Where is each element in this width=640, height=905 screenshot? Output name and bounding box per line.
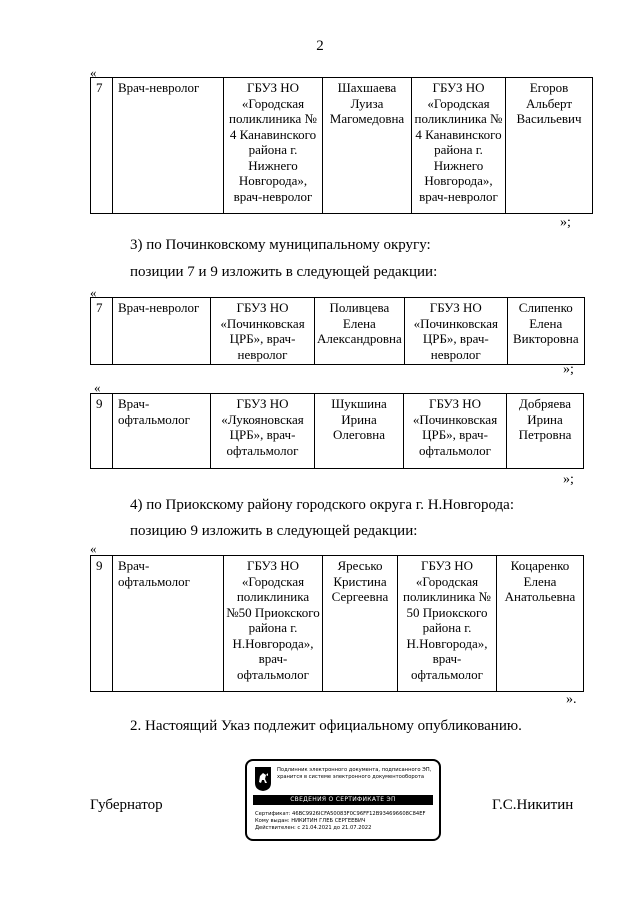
cell-mentor-name: Добряева Ирина Петровна [507, 394, 584, 469]
table-3 [90, 393, 584, 469]
cell-org: ГБУЗ НО «Лукояновская ЦРБ», врач-офтальмолог [211, 394, 315, 469]
coat-of-arms-icon [254, 766, 272, 792]
table-row [91, 298, 585, 365]
cell-name: Яресько Кристина Сергеевна [323, 556, 398, 692]
cell-mentor-org: ГБУЗ НО «Починковская ЦРБ», врач-невролог [404, 298, 507, 365]
table-row [91, 394, 584, 469]
cell-number: 9 [91, 556, 113, 692]
cell-name: Шукшина Ирина Олеговна [315, 394, 404, 469]
cell-position: Врач-невролог [113, 78, 224, 214]
stamp-line-2: хранится в системе электронного документооборота [277, 774, 425, 780]
stamp-header: СВЕДЕНИЯ О СЕРТИФИКАТЕ ЭП [253, 795, 433, 805]
stamp-validity: Действителен: с 21.04.2021 до 21.07.2022 [255, 825, 372, 831]
cell-number: 7 [91, 298, 113, 365]
cell-org: ГБУЗ НО «Городская поликлиника №50 Приокского района г. Н.Новгорода», врач-офтальмолог [224, 556, 323, 692]
cell-name: Поливцева Елена Александровна [315, 298, 405, 365]
stamp-owner: Кому выдан: НИКИТИН ГЛЕБ СЕРГЕЕВИЧ [255, 818, 366, 824]
table-1 [90, 77, 593, 214]
cell-mentor-org: ГБУЗ НО «Городская поликлиника № 4 Канавинского района г. Нижнего Новгорода», врач-невролог [412, 78, 506, 214]
stamp-line-1: Подлинник электронного документа, подписанного ЭП, [277, 767, 432, 773]
cell-mentor-org: ГБУЗ НО «Городская поликлиника № 50 Приокского района г. Н.Новгорода», врач-офтальмолог [398, 556, 497, 692]
cell-position: Врач-офтальмолог [113, 394, 211, 469]
open-quote: « [94, 380, 101, 395]
cell-position: Врач-офтальмолог [113, 556, 224, 692]
table-4 [90, 555, 584, 692]
paragraph-3b: позиции 7 и 9 изложить в следующей редакции: [130, 264, 438, 280]
cell-mentor-org: ГБУЗ НО «Починковская ЦРБ», врач-офтальмолог [404, 394, 507, 469]
cell-number: 7 [91, 78, 113, 214]
cell-position: Врач-невролог [113, 298, 211, 365]
close-quote: »; [563, 362, 574, 377]
paragraph-4b: позицию 9 изложить в следующей редакции: [130, 523, 418, 539]
paragraph-4: 4) по Приокскому району городского округа г. Н.Новгорода: [130, 497, 515, 513]
cell-mentor-name: Слипенко Елена Викторовна [507, 298, 584, 365]
page-number: 2 [316, 38, 324, 54]
cell-mentor-name: Егоров Альберт Васильевич [506, 78, 593, 214]
close-quote: ». [566, 692, 577, 707]
close-quote: »; [560, 215, 571, 230]
cell-name: Шахшаева Луиза Магомедовна [323, 78, 412, 214]
paragraph-final: 2. Настоящий Указ подлежит официальному опубликованию. [130, 718, 522, 734]
signature-name: Г.С.Никитин [492, 797, 574, 813]
open-quote: « [90, 541, 97, 556]
open-quote: « [90, 65, 97, 80]
stamp-certificate: Сертификат: 46BC9926ICFA50083F0C96FF12B934696608C84EF [255, 811, 426, 817]
signature-stamp [245, 759, 441, 841]
paragraph-3: 3) по Починковскому муниципальному округу: [130, 237, 431, 253]
table-row [91, 556, 584, 692]
close-quote: »; [563, 472, 574, 487]
cell-number: 9 [91, 394, 113, 469]
signature-title: Губернатор [90, 797, 163, 813]
cell-org: ГБУЗ НО «Починковская ЦРБ», врач-невролог [211, 298, 315, 365]
table-row [91, 78, 593, 214]
cell-org: ГБУЗ НО «Городская поликлиника № 4 Канавинского района г. Нижнего Новгорода», врач-невролог [224, 78, 323, 214]
table-2 [90, 297, 585, 365]
open-quote: « [90, 285, 97, 300]
cell-mentor-name: Коцаренко Елена Анатольевна [497, 556, 584, 692]
